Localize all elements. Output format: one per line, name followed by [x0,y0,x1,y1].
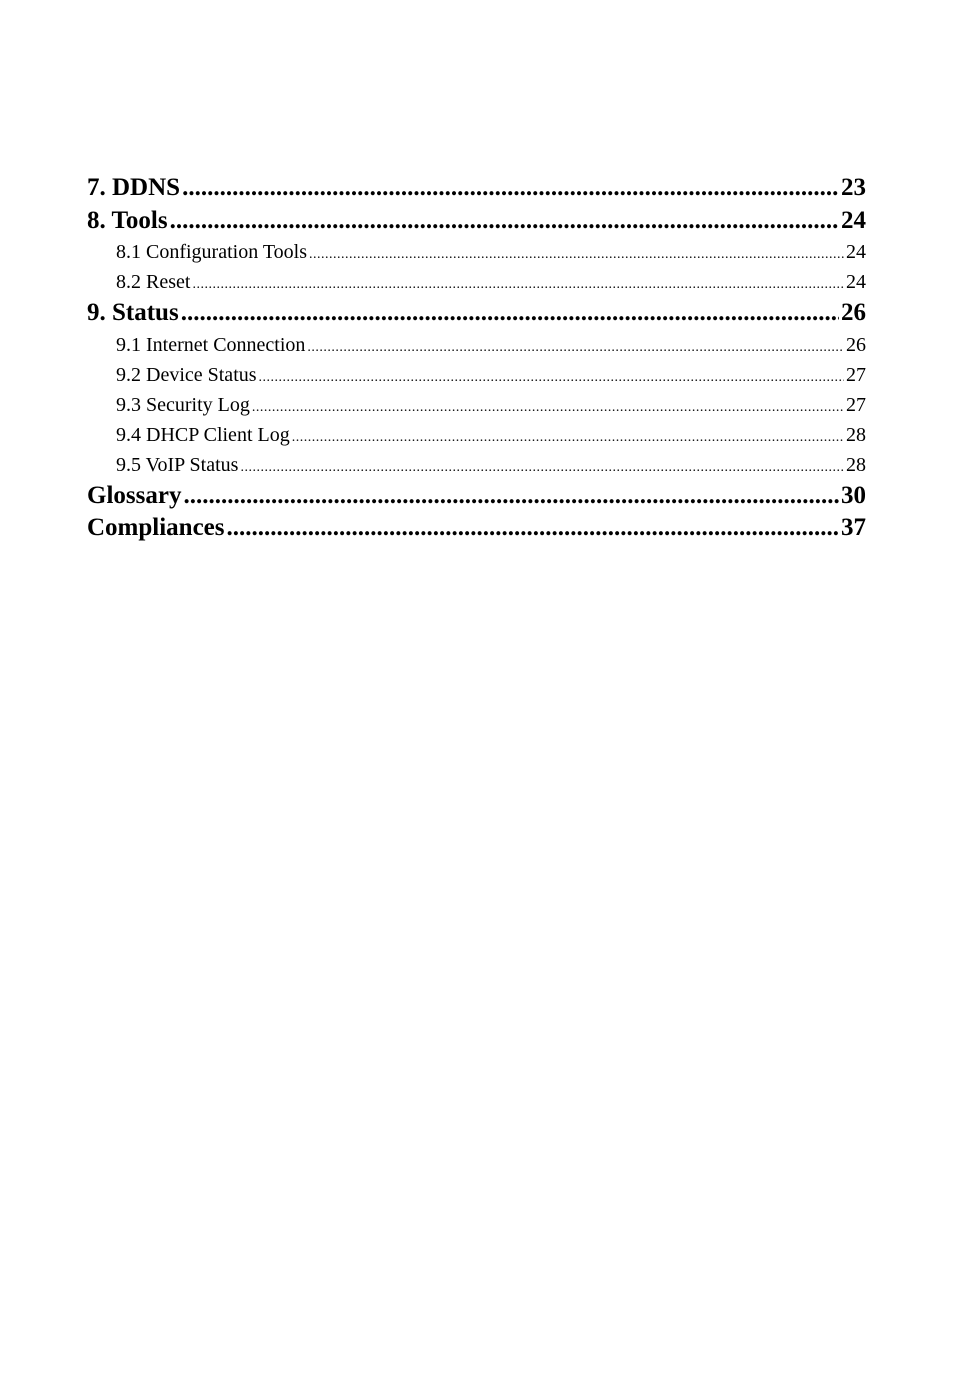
toc-entry-compliances[interactable] [87,512,866,545]
toc-page-number: 24 [841,206,866,234]
toc-entry-title: 9. Status [87,299,179,326]
toc-entry-title: 9.4 DHCP Client Log [116,423,290,446]
toc-page-number: 26 [846,333,866,356]
toc-entry-ddns[interactable] [87,172,866,205]
toc-entry-device-status[interactable] [87,360,866,390]
toc-entry-dhcp-client-log[interactable] [87,420,866,450]
toc-dot-leader [182,172,839,205]
toc-dot-leader [309,240,844,270]
toc-entry-status[interactable] [87,297,866,330]
toc-entry-title: 8.1 Configuration Tools [116,241,308,263]
toc-entry-configuration-tools[interactable] [87,237,866,267]
toc-entry-title: 8. Tools [87,206,168,234]
toc-dot-leader [292,423,844,453]
toc-dot-leader [181,297,839,330]
toc-page-number: 24 [846,241,866,263]
toc-entry-voip-status[interactable] [87,450,866,480]
toc-page-number: 30 [841,481,866,509]
toc-dot-leader [252,393,844,423]
toc-dot-leader [307,333,844,363]
toc-page-number: 37 [841,514,866,541]
toc-dot-leader [183,480,839,513]
toc-entry-title: 7. DDNS [87,174,181,201]
toc-page-number: 23 [841,174,866,201]
toc-page-number: 26 [841,299,866,326]
toc-dot-leader [240,453,844,483]
toc-dot-leader [227,512,840,545]
toc-entry-title: 8.2 Reset [116,271,191,293]
toc-entry-title: 9.1 Internet Connection [116,333,306,356]
toc-entry-title: 9.2 Device Status [116,363,257,386]
toc-dot-leader [192,270,844,300]
toc-entry-internet-connection[interactable] [87,330,866,360]
toc-dot-leader [170,205,839,238]
toc-dot-leader [259,363,844,393]
toc-entry-title: 9.5 VoIP Status [116,453,239,476]
toc-entry-title: Compliances [87,514,225,541]
toc-entry-title: 9.3 Security Log [116,393,250,416]
toc-entry-reset[interactable] [87,267,866,297]
toc-page-number: 27 [846,393,866,416]
toc-page-number: 28 [846,453,866,476]
toc-page-number: 27 [846,363,866,386]
toc-entry-tools[interactable] [87,205,866,238]
table-of-contents [87,172,866,545]
toc-entry-glossary[interactable] [87,480,866,513]
toc-page-number: 28 [846,423,866,446]
toc-page-number: 24 [846,271,866,293]
toc-entry-security-log[interactable] [87,390,866,420]
toc-entry-title: Glossary [87,481,182,509]
